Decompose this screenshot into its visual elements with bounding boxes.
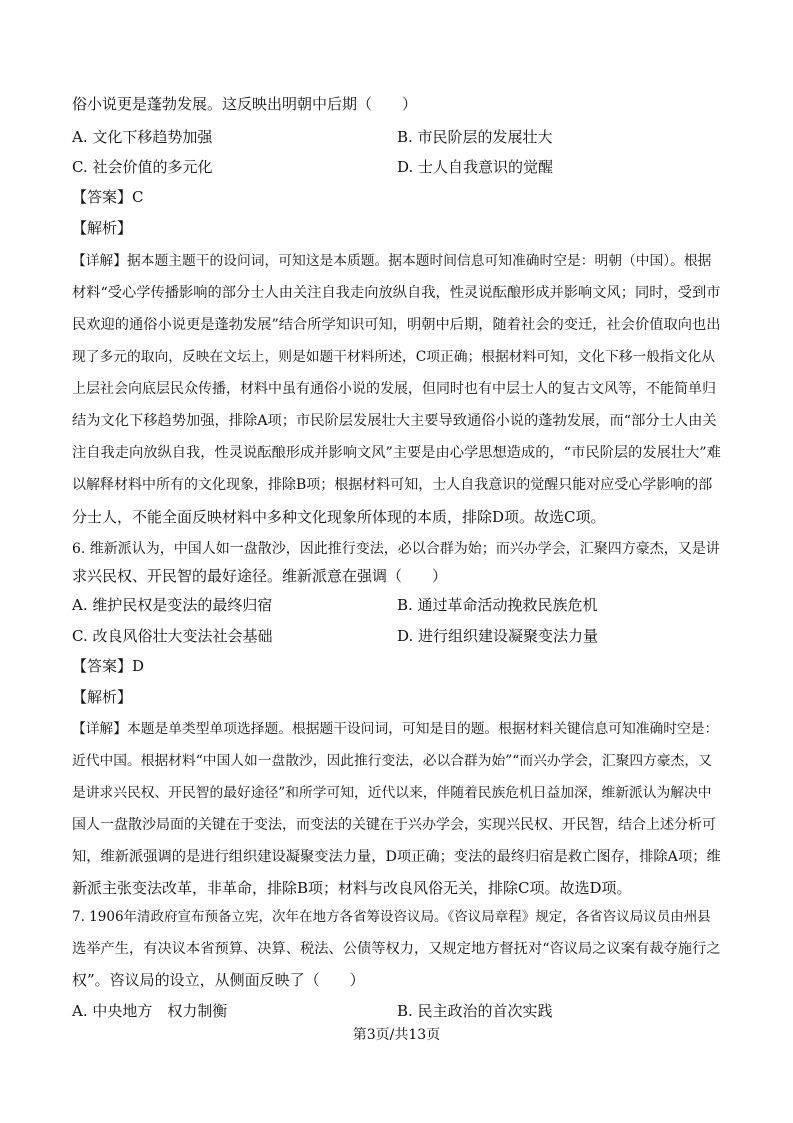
q6-explanation-line: 【详解】本题是单类型单项选择题。根据题干设问词，可知是目的题。根据材料关键信息可知准确时空是： <box>72 721 719 737</box>
q6-option-b: B. 通过革命活动挽救民族危机 <box>397 596 598 614</box>
q5-explanation-line: 注自我走向放纵自我，性灵说酝酿形成并影响文风”主要是由心学思想造成的，“市民阶层的发展壮大”难 <box>72 445 721 461</box>
q6-option-d: D. 进行组织建设凝聚变法力量 <box>397 627 599 645</box>
q7-stem: 权”。咨议局的设立，从侧面反映了（ ） <box>72 971 365 989</box>
page-number: 第3页/共13页 <box>352 1027 441 1043</box>
q6-explanation-line: 近代中国。根据材料“中国人如一盘散沙，因此推行变法，必以合群为始”“而兴办学会，汇聚四方豪杰，又 <box>72 753 712 769</box>
q5-stem-tail: 俗小说更是蓬勃发展。这反映出明朝中后期（ ） <box>72 95 418 113</box>
q6-stem: 求兴民权、开民智的最好途径。维新派意在强调（ ） <box>72 567 448 585</box>
q5-explanation-line: 现了多元的取向，反映在文坛上，则是如题干材料所述，C项正确；根据材料可知，文化下移一般指文化从 <box>72 349 716 365</box>
q6-answer: 【答案】D <box>72 657 145 675</box>
q6-analysis-heading: 【解析】 <box>72 688 133 706</box>
q5-explanation-line: 以解释材料中所有的文化现象，排除B项；根据材料可知，士人自我意识的觉醒只能对应受心学影响的部 <box>72 477 713 493</box>
q5-explanation-line: 上层社会向底层民众传播，材料中虽有通俗小说的发展，但同时也有中层士人的复古文风等，不能简单归 <box>72 381 716 397</box>
q6-option-a: A. 维护民权是变法的最终归宿 <box>72 596 273 614</box>
q6-explanation-line: 是讲求兴民权、开民智的最好途径”和所学可知，近代以来，伴随着民族危机日益加深，维新派认为解决中 <box>72 785 712 801</box>
q7-stem: 7. 1906年清政府宣布预备立宪，次年在地方各省筹设咨议局。《咨议局章程》规定，各省咨议局议员由州县 <box>72 909 711 925</box>
q5-explanation-line: 结为文化下移趋势加强，排除A项；市民阶层发展壮大主要导致通俗小说的蓬勃发展，而“部分士人由关 <box>72 413 717 429</box>
q6-option-c: C. 改良风俗壮大变法社会基础 <box>72 627 273 645</box>
q5-explanation-line: 材料“受心学传播影响的部分士人由关注自我走向放纵自我，性灵说酝酿形成并影响文风；同时，受到市 <box>72 285 721 301</box>
q6-explanation-line: 新派主张变法改革，非革命，排除B项；材料与改良风俗无关，排除C项。故选D项。 <box>72 879 632 897</box>
q5-explanation-line: 分士人，不能全面反映材料中多种文化现象所体现的本质，排除D项。故选C项。 <box>72 508 606 526</box>
q5-explanation-line: 民欢迎的通俗小说更是蓬勃发展”结合所学知识可知，明朝中后期，随着社会的变迁，社会价值取向也出 <box>72 317 721 333</box>
q5-explanation-line: 【详解】据本题主题干的设问词，可知这是本质题。据本题时间信息可知准确时空是：明朝（中国）。根据 <box>72 253 712 269</box>
q6-stem: 6. 维新派认为，中国人如一盘散沙，因此推行变法，必以合群为始；而兴办学会，汇聚四方豪杰，又是讲 <box>72 541 720 557</box>
q5-option-c: C. 社会价值的多元化 <box>72 158 213 176</box>
q5-option-b: B. 市民阶层的发展壮大 <box>397 128 553 146</box>
q7-option-b: B. 民主政治的首次实践 <box>397 1002 553 1020</box>
q6-explanation-line: 国人一盘散沙局面的关键在于变法，而变法的关键在于兴办学会，实现兴民权、开民智，结合上述分析可 <box>72 817 716 833</box>
q5-option-d: D. 士人自我意识的觉醒 <box>397 158 554 176</box>
q6-explanation-line: 知，维新派强调的是进行组织建设凝聚变法力量，D项正确；变法的最终归宿是救亡图存，排除A项；维 <box>72 849 721 865</box>
q5-analysis-heading: 【解析】 <box>72 219 133 237</box>
q5-answer: 【答案】C <box>72 188 144 206</box>
q5-option-a: A. 文化下移趋势加强 <box>72 128 213 146</box>
q7-stem: 选举产生，有决议本省预算、决算、税法、公债等权力，又规定地方督抚对“咨议局之议案有裁夺施行之 <box>72 941 721 957</box>
q7-option-a: A. 中央地方 权力制衡 <box>72 1002 228 1020</box>
